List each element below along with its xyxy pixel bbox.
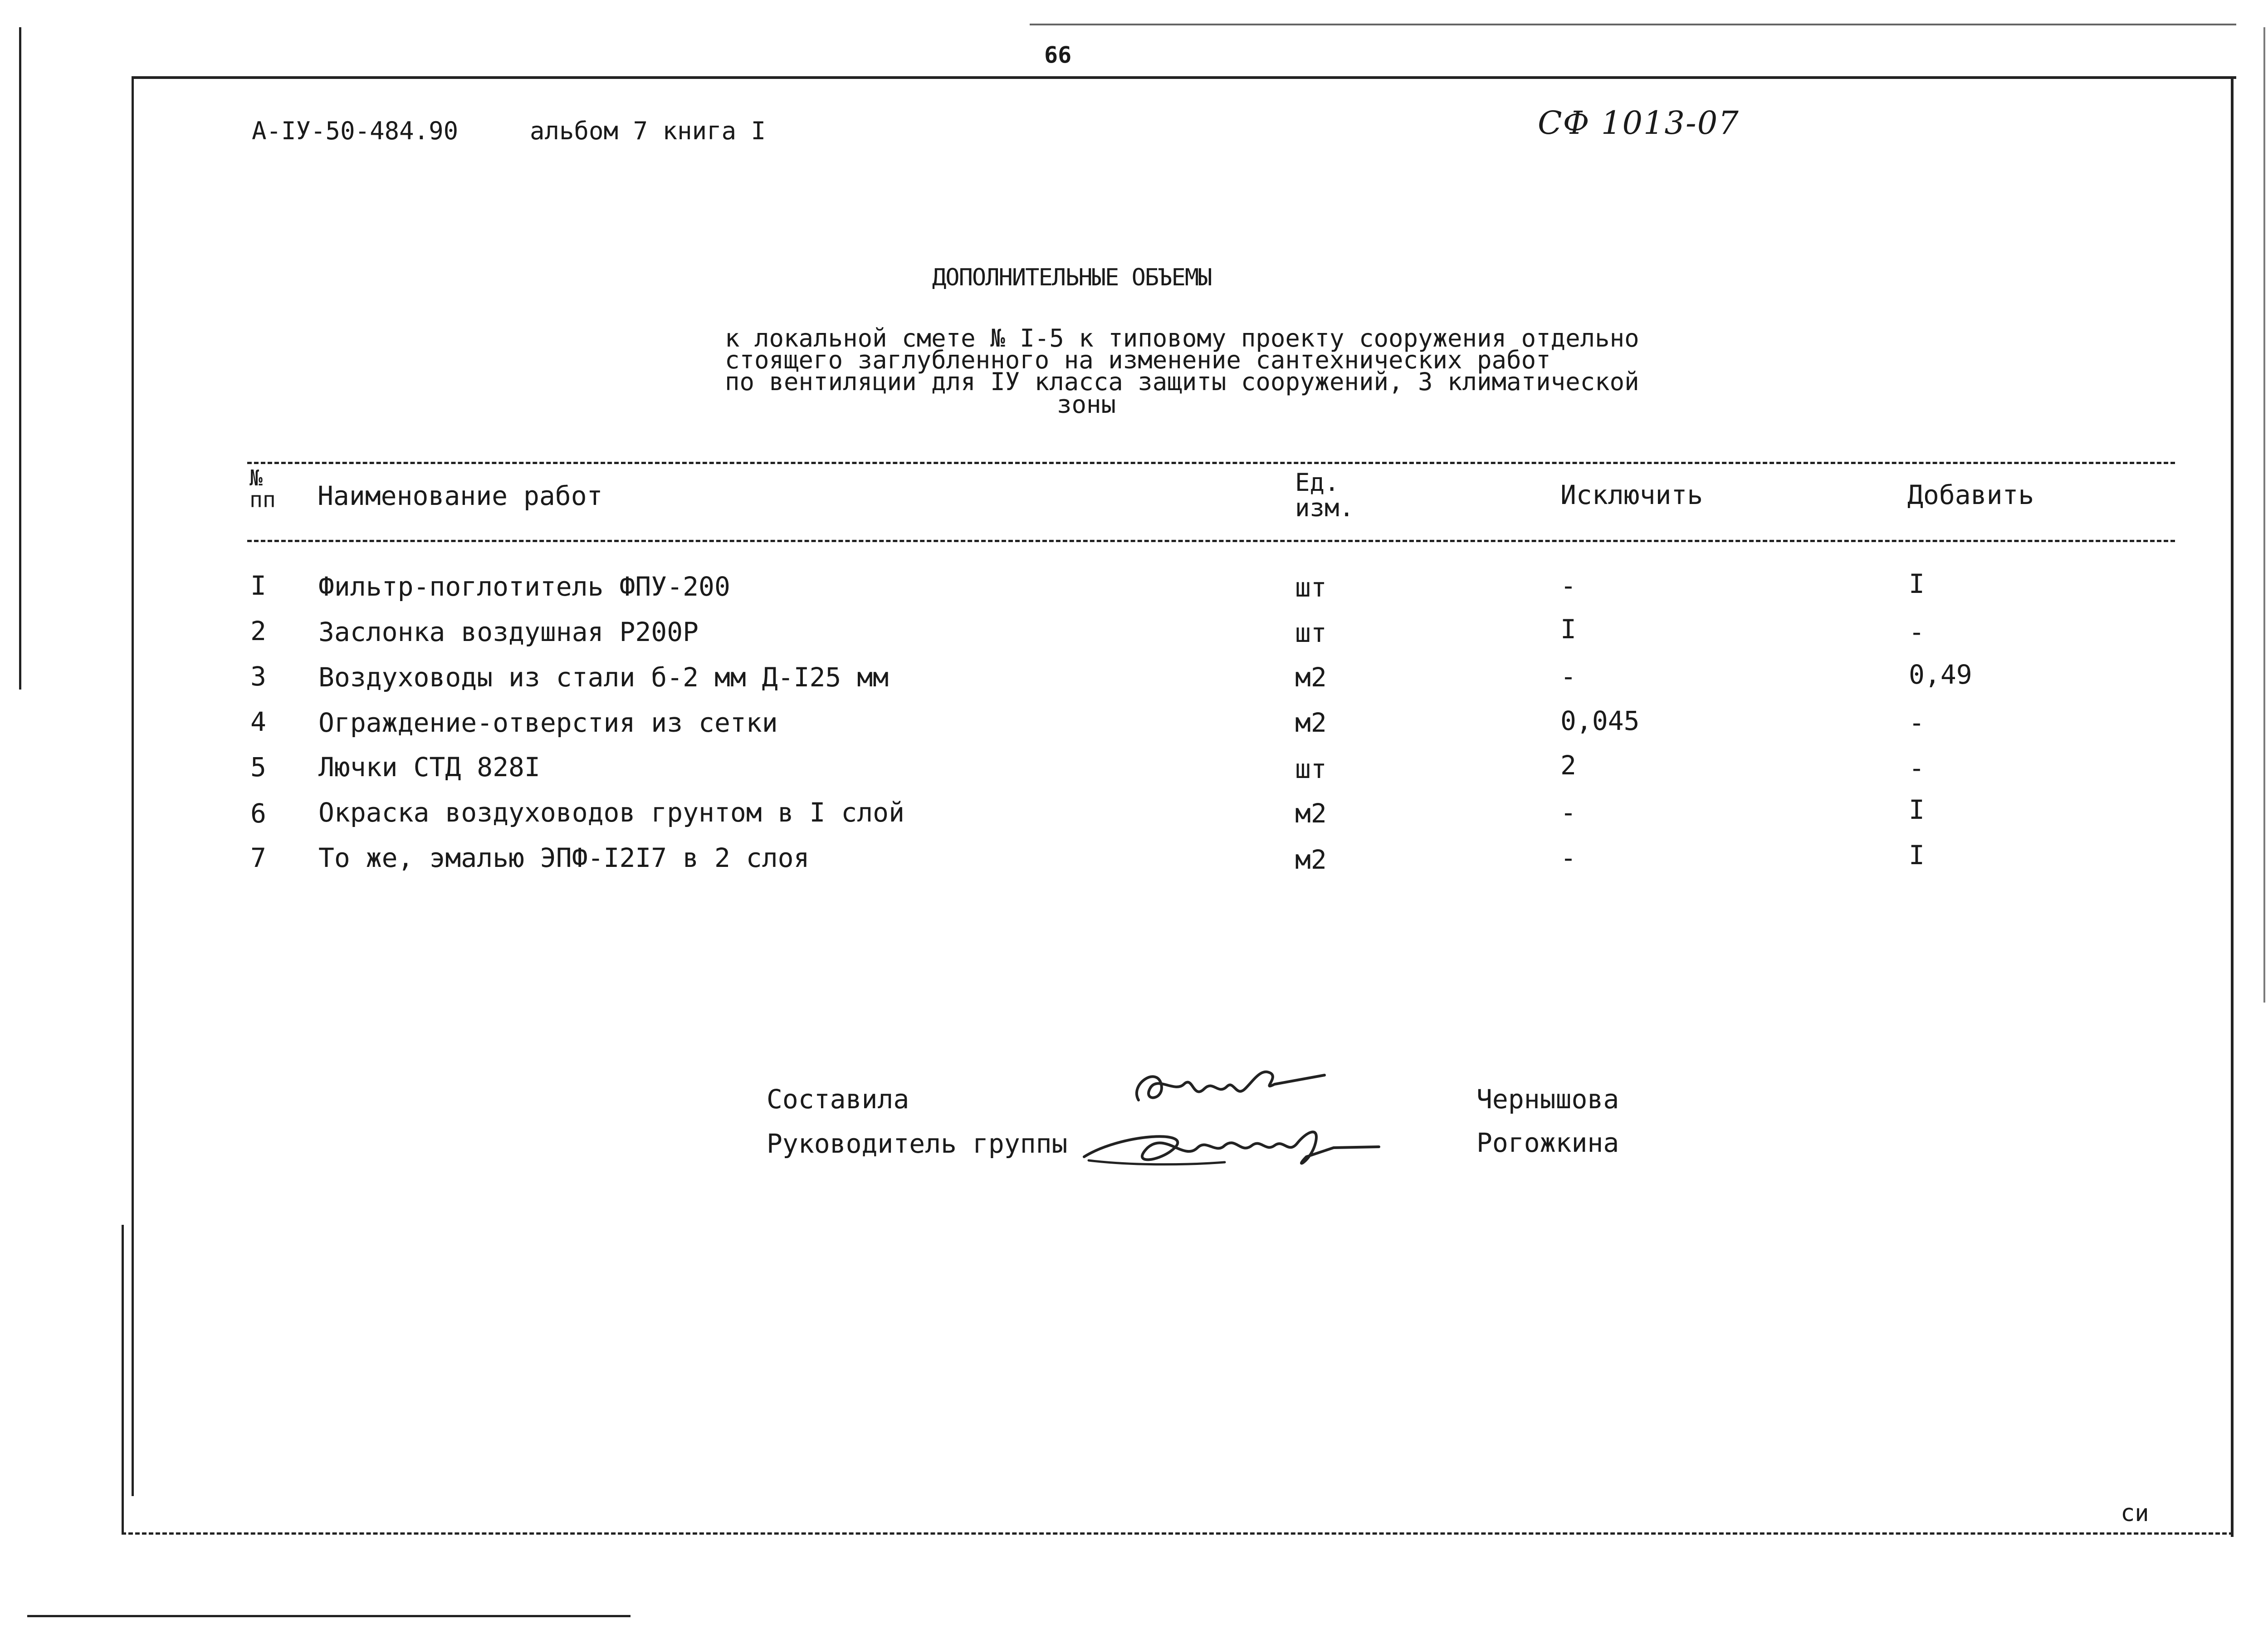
- table-header-rule: [247, 540, 2175, 542]
- row-add: I: [1909, 794, 1925, 825]
- row-add: -: [1909, 616, 1925, 647]
- row-name: Ограждение-отверстия из сетки: [318, 707, 778, 738]
- page-title: ДОПОЛНИТЕЛЬНЫЕ ОБЪЕМЫ: [932, 264, 1212, 291]
- row-unit: шт: [1295, 617, 1327, 648]
- frame-outer-right-line: [2263, 27, 2265, 1003]
- compiled-by-signature: [1125, 1057, 1334, 1120]
- compiled-by-name: Чернышова: [1476, 1084, 1619, 1115]
- header-unit-line1: Ед.: [1295, 468, 1339, 497]
- group-head-signature: [1080, 1111, 1388, 1184]
- frame-left-lower-line: [122, 1225, 124, 1533]
- page-number: 66: [1044, 42, 1072, 68]
- row-unit: шт: [1295, 572, 1327, 603]
- header-num-line2: пп: [249, 487, 276, 513]
- frame-top-line: [132, 76, 2236, 79]
- row-name: Воздуховоды из стали б-2 мм Д-I25 мм: [318, 662, 889, 693]
- row-num: 2: [250, 616, 266, 646]
- row-add: -: [1909, 707, 1925, 738]
- row-add: I: [1909, 840, 1925, 871]
- row-unit: шт: [1295, 753, 1327, 784]
- row-exclude: -: [1560, 570, 1576, 601]
- row-unit: м2: [1295, 662, 1327, 693]
- row-add: I: [1909, 568, 1925, 599]
- row-num: 7: [250, 842, 266, 873]
- row-num: I: [250, 570, 266, 601]
- row-name: Фильтр-поглотитель ФПУ-200: [318, 571, 730, 602]
- subtitle-line-3: по вентиляции для IУ класса защиты сооружений, 3 климатической: [725, 367, 1639, 396]
- subtitle-line-2: стоящего заглубленного на изменение сантехнических работ: [725, 346, 1551, 374]
- row-name: То же, эмалью ЭПФ-I2I7 в 2 слоя: [318, 842, 810, 873]
- group-head-label: Руководитель группы: [767, 1128, 1068, 1159]
- row-num: 3: [250, 661, 266, 692]
- frame-top-edge-line: [1030, 24, 2236, 25]
- document-code: А-IУ-50-484.90: [252, 117, 459, 145]
- frame-right-line: [2231, 76, 2234, 1537]
- row-add: -: [1909, 753, 1925, 783]
- row-num: 5: [250, 752, 266, 783]
- row-unit: м2: [1295, 798, 1327, 829]
- album-label: альбом 7 книга I: [530, 117, 766, 145]
- subtitle-line-1: к локальной смете № I-5 к типовому проекту сооружения отдельно: [725, 324, 1639, 352]
- frame-left-line: [132, 76, 134, 1496]
- header-name: Наименование работ: [318, 480, 603, 511]
- subtitle-line-4: зоны: [1057, 390, 1116, 419]
- row-exclude: 0,045: [1560, 705, 1640, 736]
- row-exclude: 2: [1560, 750, 1576, 781]
- corner-mark: си: [2121, 1500, 2149, 1527]
- row-unit: м2: [1295, 844, 1327, 875]
- frame-left-margin-line: [19, 27, 21, 690]
- row-add: 0,49: [1909, 659, 1972, 690]
- row-exclude: I: [1560, 614, 1576, 645]
- header-add: Добавить: [1907, 479, 2034, 510]
- frame-bottom-line: [122, 1532, 2234, 1535]
- row-name: Окраска воздуховодов грунтом в I слой: [318, 797, 905, 828]
- header-num: [249, 467, 276, 511]
- group-head-name: Рогожкина: [1476, 1127, 1619, 1158]
- header-exclude: Исключить: [1560, 479, 1703, 510]
- row-name: Заслонка воздушная Р200Р: [318, 616, 699, 647]
- table-top-rule: [247, 462, 2175, 464]
- row-num: 4: [250, 706, 266, 737]
- row-unit: м2: [1295, 707, 1327, 738]
- document-stamp: СФ 1013-07: [1538, 104, 1740, 142]
- header-unit: [1295, 470, 1354, 521]
- row-num: 6: [250, 798, 266, 829]
- row-exclude: -: [1560, 842, 1576, 873]
- header-num-line1: №: [249, 465, 263, 491]
- row-exclude: -: [1560, 661, 1576, 692]
- row-exclude: -: [1560, 797, 1576, 828]
- header-unit-line2: изм.: [1295, 494, 1354, 522]
- page-bottom-line: [27, 1615, 631, 1617]
- row-name: Лючки СТД 828I: [318, 752, 540, 783]
- compiled-by-label: Составила: [767, 1084, 909, 1115]
